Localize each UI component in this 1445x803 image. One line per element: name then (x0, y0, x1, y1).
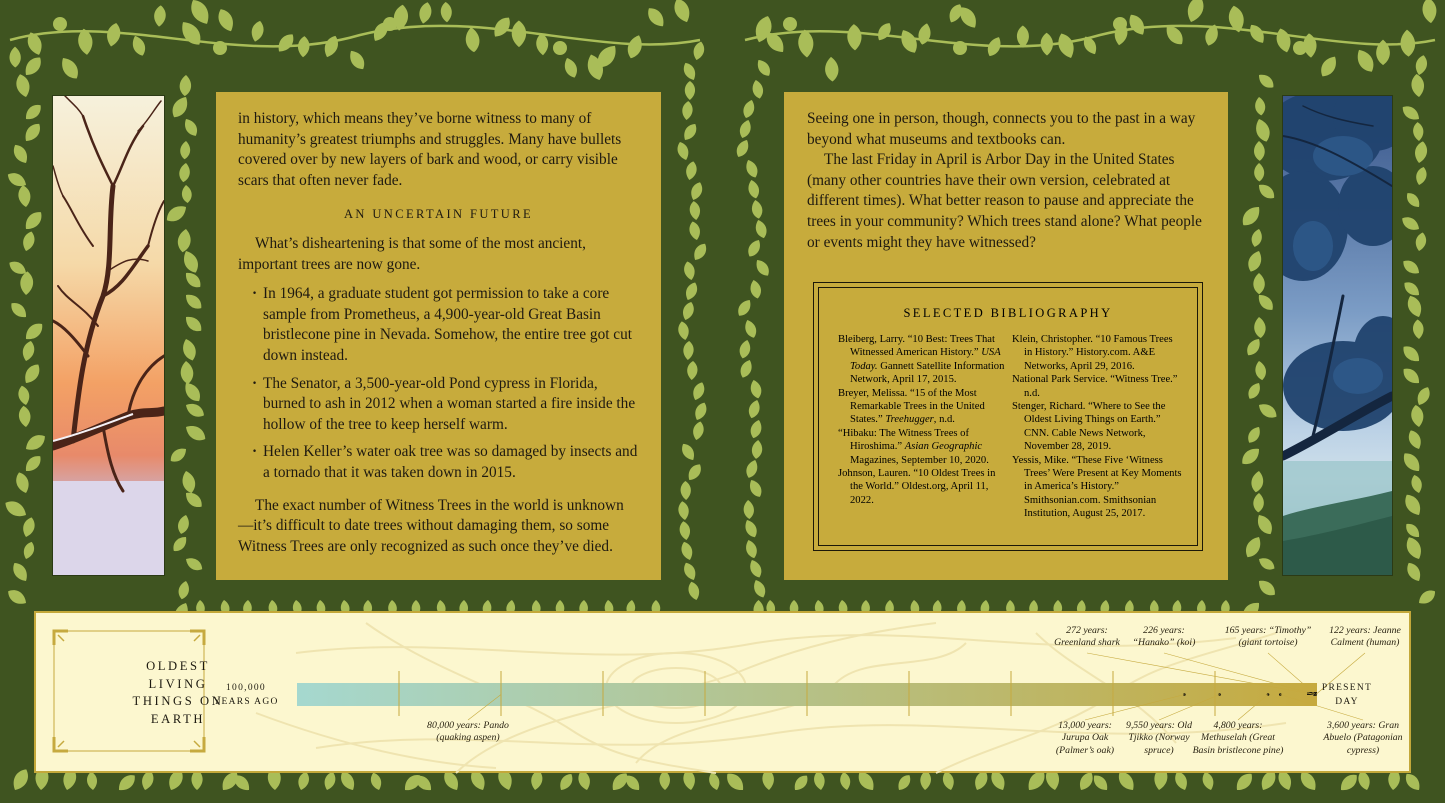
leaf-ornament (686, 580, 701, 601)
leaf-ornament (681, 101, 693, 121)
leaf-ornament (169, 94, 192, 121)
leaf-ornament (1403, 521, 1423, 541)
leaf-ornament (1421, 0, 1438, 24)
leaf-ornament (1400, 365, 1423, 387)
body-paragraph: Seeing one in person, though, connects you to the past in a way beyond what museums and textbooks can. (807, 110, 1196, 148)
timeline-item-label: 3,600 years: Gran Abuelo (Patagonian cypress) (1323, 720, 1403, 756)
leaf-ornament (21, 54, 45, 79)
bibliography-entry: Bleiberg, Larry. “10 Best: Trees That Witnessed American History.” USA Today. Gannett Satellite Information Network, April 17, 2015. (838, 334, 1005, 386)
leaf-ornament (183, 555, 205, 574)
leaf-ornament (737, 118, 753, 139)
leaf-ornament (1413, 140, 1429, 164)
leaf-ornament (1414, 385, 1433, 408)
leaf-ornament (1253, 317, 1266, 339)
leaf-ornament (744, 458, 760, 479)
leaf-ornament (182, 313, 205, 335)
bibliography-column-right (1012, 333, 1182, 521)
leaf-ornament (21, 230, 37, 252)
leaf-ornament (168, 445, 190, 465)
leaf-ornament (130, 34, 148, 58)
leaf-ornament (105, 22, 123, 48)
leaf-ornament (754, 57, 773, 78)
leaf-ornament (685, 81, 695, 100)
bibliography-entry: Johnson, Lauren. “10 Oldest Trees in the World.” Oldest.org, April 11, 2022. (838, 468, 996, 506)
bibliography-entry: Klein, Christopher. “10 Famous Trees in History.” History.com. A&E Networks, April 29, 2016. (1012, 334, 1173, 372)
leaf-ornament (686, 361, 698, 381)
corner-ornament (58, 635, 64, 641)
leaf-ornament (690, 380, 707, 401)
leaf-ornament (178, 162, 191, 183)
corner-ornament (194, 741, 200, 747)
leaf-ornament (1255, 291, 1276, 313)
left-text-panel (216, 92, 661, 580)
leaf-ornament (1400, 29, 1416, 57)
leaf-ornament (18, 405, 32, 428)
list-item: · Helen Keller’s water oak tree was so damaged by insects and a tornado that it was taken down in 2015. (238, 442, 639, 483)
leaf-ornament (21, 540, 36, 560)
leaf-ornament (181, 185, 192, 204)
leaf-ornament (747, 558, 764, 580)
leaf-ornament (688, 180, 704, 201)
leaf-ornament (1416, 587, 1438, 607)
leaf-ornament (751, 578, 768, 600)
leaf-ornament (753, 218, 769, 239)
leaf-ornament (21, 516, 37, 539)
apple-ornament (53, 17, 67, 31)
list-item: · The Senator, a 3,500-year-old Pond cypress in Florida, burned to ash in 2012 when a woman started a fire inside the hollow of the tree to keep herself warm. (238, 374, 639, 436)
leaf-ornament (691, 420, 705, 441)
leaf-ornament (681, 61, 699, 83)
leaf-ornament (735, 297, 754, 318)
leaf-ornament (464, 26, 481, 53)
leaf-ornament (417, 1, 433, 25)
leaf-ornament (692, 401, 709, 423)
leaf-ornament (1353, 46, 1378, 75)
leaf-ornament (683, 281, 700, 302)
corner-ornament (194, 635, 200, 641)
leaf-ornament (57, 54, 82, 82)
bibliography-entry: “Hibaku: The Witness Trees of Hiroshima.” Asian Geographic Magazines, September 10, 2020. (838, 427, 989, 466)
leaf-ornament (897, 27, 921, 56)
bibliography-entry: Yessis, Mike. “These Five ‘Witness Trees’ Were Present at Key Moments in America’s History.” Smithsonian.com. Smithsonian Institution, August 25, 2017. (1012, 454, 1182, 520)
leaf-ornament (916, 22, 932, 46)
leaf-ornament (183, 400, 207, 420)
bibliography-title: SELECTED BIBLIOGRAPHY (903, 306, 1113, 320)
leaf-ornament (1256, 71, 1277, 91)
timeline-item-label: 4,800 years: Methuselah (Great Basin bristlecone pine) (1192, 720, 1284, 756)
leaf-ornament (791, 772, 811, 793)
summer-tree-illustration (1282, 95, 1393, 576)
leaf-ornament (677, 500, 690, 520)
leaf-ornament (249, 20, 265, 43)
intro-paragraph: in history, which means they’ve borne witness to many of humanity’s greatest triumphs and struggles. Many have bullets covered over by new layers of bark and wood, or carry visible scars that often never fade. (238, 110, 622, 189)
leaf-ornament (1245, 380, 1263, 401)
leaf-ornament (689, 200, 702, 220)
leaf-ornament (751, 79, 765, 100)
leaf-ornament (183, 422, 209, 444)
leaf-ornament (1017, 25, 1029, 47)
leaf-ornament (20, 271, 34, 295)
apple-ornament (1113, 17, 1127, 31)
leaf-ornament (1244, 336, 1264, 358)
leaf-ornament (680, 300, 696, 321)
leaf-ornament (681, 121, 700, 143)
leaf-ornament (691, 40, 706, 61)
leaf-ornament (512, 20, 527, 47)
leaf-ornament (741, 98, 757, 119)
leaf-ornament (1245, 424, 1263, 445)
leaf-ornament (625, 33, 646, 60)
leaf-ornament (1410, 404, 1425, 428)
leaf-ornament (748, 418, 763, 439)
leaf-ornament (8, 299, 30, 321)
leaf-ornament (679, 540, 695, 561)
leaf-ornament (181, 116, 200, 138)
leaf-ornament (176, 514, 191, 536)
leaf-ornament (1317, 53, 1340, 79)
leaf-ornament (1400, 103, 1423, 124)
bibliography-entry: Stenger, Richard. “Where to See the Oldest Living Things on Earth.” CNN. Cable News Network, November 28, 2019. (1012, 401, 1166, 453)
leaf-ornament (1126, 11, 1149, 37)
leaf-ornament (182, 291, 204, 312)
leaf-ornament (21, 120, 44, 144)
leaf-ornament (163, 202, 189, 226)
leaf-ornament (678, 520, 691, 540)
timeline-item-label: 80,000 years: Pando (quaking aspen) (427, 720, 509, 744)
leaf-ornament (181, 379, 204, 404)
bibliography-entry: National Park Service. “Witness Tree.” n.d. (1012, 374, 1178, 399)
leaf-ornament (747, 478, 765, 500)
leaf-ornament (176, 228, 192, 253)
leaf-ornament (738, 339, 753, 360)
leaf-ornament (1253, 493, 1264, 513)
leaf-ornament (680, 481, 691, 500)
leaf-ornament (2, 497, 29, 520)
leaf-ornament (1253, 273, 1265, 294)
section-heading: AN UNCERTAIN FUTURE (344, 207, 533, 222)
leaf-ornament (1403, 534, 1425, 561)
leaf-ornament (743, 318, 759, 339)
leaf-ornament (679, 441, 698, 463)
leaf-ornament (749, 279, 763, 300)
leaf-ornament (1406, 428, 1424, 451)
leaf-ornament (5, 586, 29, 607)
leaf-ornament (742, 518, 759, 540)
leaf-ornament (1401, 279, 1422, 299)
leaf-ornament (1414, 232, 1428, 253)
leaf-ornament (440, 2, 452, 23)
leaf-ornament (1250, 470, 1265, 493)
leaf-ornament (10, 560, 31, 584)
leaf-ornament (180, 360, 194, 384)
leaf-ornament (685, 461, 704, 482)
leaf-ornament (1274, 27, 1294, 54)
leaf-ornament (1414, 166, 1428, 187)
timeline-start-label: 100,000 YEARS AGO (213, 683, 279, 707)
leaf-ornament (490, 14, 514, 40)
leaf-ornament (1404, 190, 1423, 210)
timeline-title: OLDEST LIVING THINGS ON EARTH (132, 659, 224, 726)
leaf-ornament (1400, 257, 1422, 277)
leaf-ornament (750, 199, 764, 220)
leaf-ornament (681, 561, 698, 583)
leaf-ornament (22, 452, 44, 474)
leaf-ornament (743, 500, 755, 520)
leaf-ornament (1254, 163, 1264, 182)
leaf-ornament (683, 341, 695, 361)
leaf-ornament (180, 470, 197, 495)
apple-ornament (1293, 41, 1307, 55)
apple-ornament (383, 17, 397, 31)
body-paragraph: What’s disheartening is that some of the most ancient, important trees are now gone. (238, 234, 586, 273)
leaf-ornament (671, 0, 694, 25)
timeline-end-label: PRESENT DAY (1321, 683, 1373, 707)
leaf-ornament (1255, 577, 1278, 599)
leaf-ornament (1040, 33, 1053, 56)
leaf-ornament (1401, 491, 1424, 518)
leaf-ornament (9, 766, 31, 793)
corner-ornament (58, 741, 64, 747)
timeline-item-label: 272 years: Greenland shark (1054, 625, 1120, 649)
leaf-ornament (10, 142, 31, 166)
leaf-ornament (182, 269, 204, 291)
leaf-ornament (1254, 141, 1265, 161)
body-paragraph: The last Friday in April is Arbor Day in the United States (many other countries have their own version, celebrated at different times). What better reason to pause and appreciate the trees in your community? Which trees stand alone? What people or events might they have witnessed? (807, 151, 1202, 251)
leaf-ornament (180, 141, 191, 160)
leaf-ornament (747, 398, 763, 419)
body-paragraph: The exact number of Witness Trees in the world is unknown—it’s difficult to date trees without damaging them, so some Witness Trees are only recognized as such once they’ve died. (238, 496, 624, 555)
leaf-ornament (751, 439, 763, 459)
leaf-ornament (22, 101, 44, 123)
leaf-ornament (22, 320, 46, 344)
leaf-ornament (675, 140, 691, 161)
leaf-ornament (180, 248, 201, 275)
leaf-ornament (182, 489, 205, 511)
leaf-ornament (1090, 772, 1111, 793)
leaf-ornament (1055, 31, 1078, 61)
timeline-item-label: 9,550 years: Old Tjikko (Norway spruce) (1125, 720, 1193, 756)
leaf-ornament (21, 340, 37, 363)
bibliography-box (813, 282, 1203, 551)
leaf-ornament (177, 580, 191, 601)
bibliography-column-left (838, 333, 1008, 507)
leaf-ornament (180, 337, 198, 362)
bibliography-frame (818, 287, 1198, 546)
leaf-ornament (684, 160, 698, 181)
leaf-ornament (1399, 214, 1422, 234)
timeline-item-label: 122 years: Jeanne Calment (human) (1329, 625, 1401, 649)
leaf-ornament (187, 0, 214, 28)
leaf-ornament (321, 34, 341, 60)
leaf-ornament (23, 431, 49, 454)
leaf-ornament (1245, 249, 1264, 274)
leaf-ornament (753, 257, 772, 278)
timeline-item-label: 13,000 years: Jurupa Oak (Palmer’s oak) (1055, 720, 1115, 756)
timeline-item-label: 226 years: “Hanako” (koi) (1132, 625, 1196, 649)
leaf-ornament (297, 36, 310, 58)
leaf-ornament (688, 220, 702, 241)
timeline-item-label: 165 years: “Timothy” (giant tortoise) (1224, 625, 1312, 649)
leaf-ornament (21, 208, 45, 233)
leaf-ornament (677, 320, 691, 341)
leaf-ornament (1400, 343, 1423, 366)
leaf-ornament (644, 4, 668, 30)
leaf-ornament (170, 534, 190, 555)
apple-ornament (783, 17, 797, 31)
leaf-ornament (179, 75, 192, 97)
leaf-ornament (1250, 228, 1264, 248)
leaf-ornament (797, 29, 814, 58)
leaf-ornament (1254, 512, 1276, 537)
leaf-ornament (744, 538, 759, 559)
leaf-ornament (1246, 22, 1268, 46)
leaf-ornament (847, 24, 862, 51)
apple-ornament (553, 41, 567, 55)
leaf-ornament (746, 179, 761, 200)
leaf-ornament (1254, 96, 1266, 116)
leaf-ornament (562, 56, 580, 80)
leaf-ornament (1400, 450, 1424, 475)
leaf-ornament (1256, 181, 1278, 202)
leaf-ornament (1256, 555, 1277, 573)
leaf-ornament (153, 5, 166, 27)
leaf-ornament (215, 6, 237, 34)
leaf-ornament (1410, 73, 1425, 97)
leaf-ornament (874, 20, 894, 43)
leaf-ornament (691, 241, 710, 263)
leaf-ornament (1256, 400, 1280, 421)
leaf-ornament (346, 48, 368, 73)
leaf-ornament (9, 47, 21, 68)
winter-tree-illustration (52, 95, 165, 576)
leaf-ornament (1405, 293, 1425, 319)
bibliography-entry: Breyer, Melissa. “15 of the Most Remarkable Trees in the United States.” Treehugger, n.d. (838, 387, 985, 426)
leaf-ornament (1412, 319, 1424, 339)
leaf-ornament (14, 73, 32, 99)
apple-ornament (213, 41, 227, 55)
leaf-ornament (1254, 360, 1268, 381)
leaf-ornament (1412, 122, 1424, 142)
bullet-list (238, 284, 639, 483)
leaf-ornament (749, 379, 764, 400)
leaf-ornament (824, 56, 839, 81)
apple-ornament (953, 41, 967, 55)
leaf-ornament (1410, 474, 1424, 494)
list-item: · In 1964, a graduate student got permission to take a core sample from Prometheus, a 4,900-year-old Great Basin bristlecone pine in Nevada. Somehow, the entire tree got cut down instead. (238, 284, 639, 366)
leaf-ornament (1404, 560, 1424, 584)
leaf-ornament (177, 18, 205, 49)
leaf-ornament (738, 358, 755, 379)
leaf-ornament (895, 772, 913, 793)
leaf-ornament (745, 237, 763, 259)
leaf-ornament (734, 138, 752, 160)
leaf-ornament (1242, 534, 1264, 560)
leaf-ornament (17, 184, 32, 207)
leaf-ornament (1414, 54, 1429, 76)
timeline-panel (34, 611, 1411, 773)
leaf-ornament (1184, 0, 1207, 24)
leaf-ornament (1238, 203, 1263, 230)
leaf-ornament (1253, 117, 1273, 144)
leaf-ornament (17, 385, 32, 407)
leaf-ornament (21, 361, 43, 386)
leaf-ornament (1238, 445, 1263, 469)
leaf-ornament (682, 260, 696, 281)
leaf-ornament (13, 470, 31, 494)
leaf-ornament (274, 31, 297, 55)
leaf-ornament (743, 158, 760, 179)
